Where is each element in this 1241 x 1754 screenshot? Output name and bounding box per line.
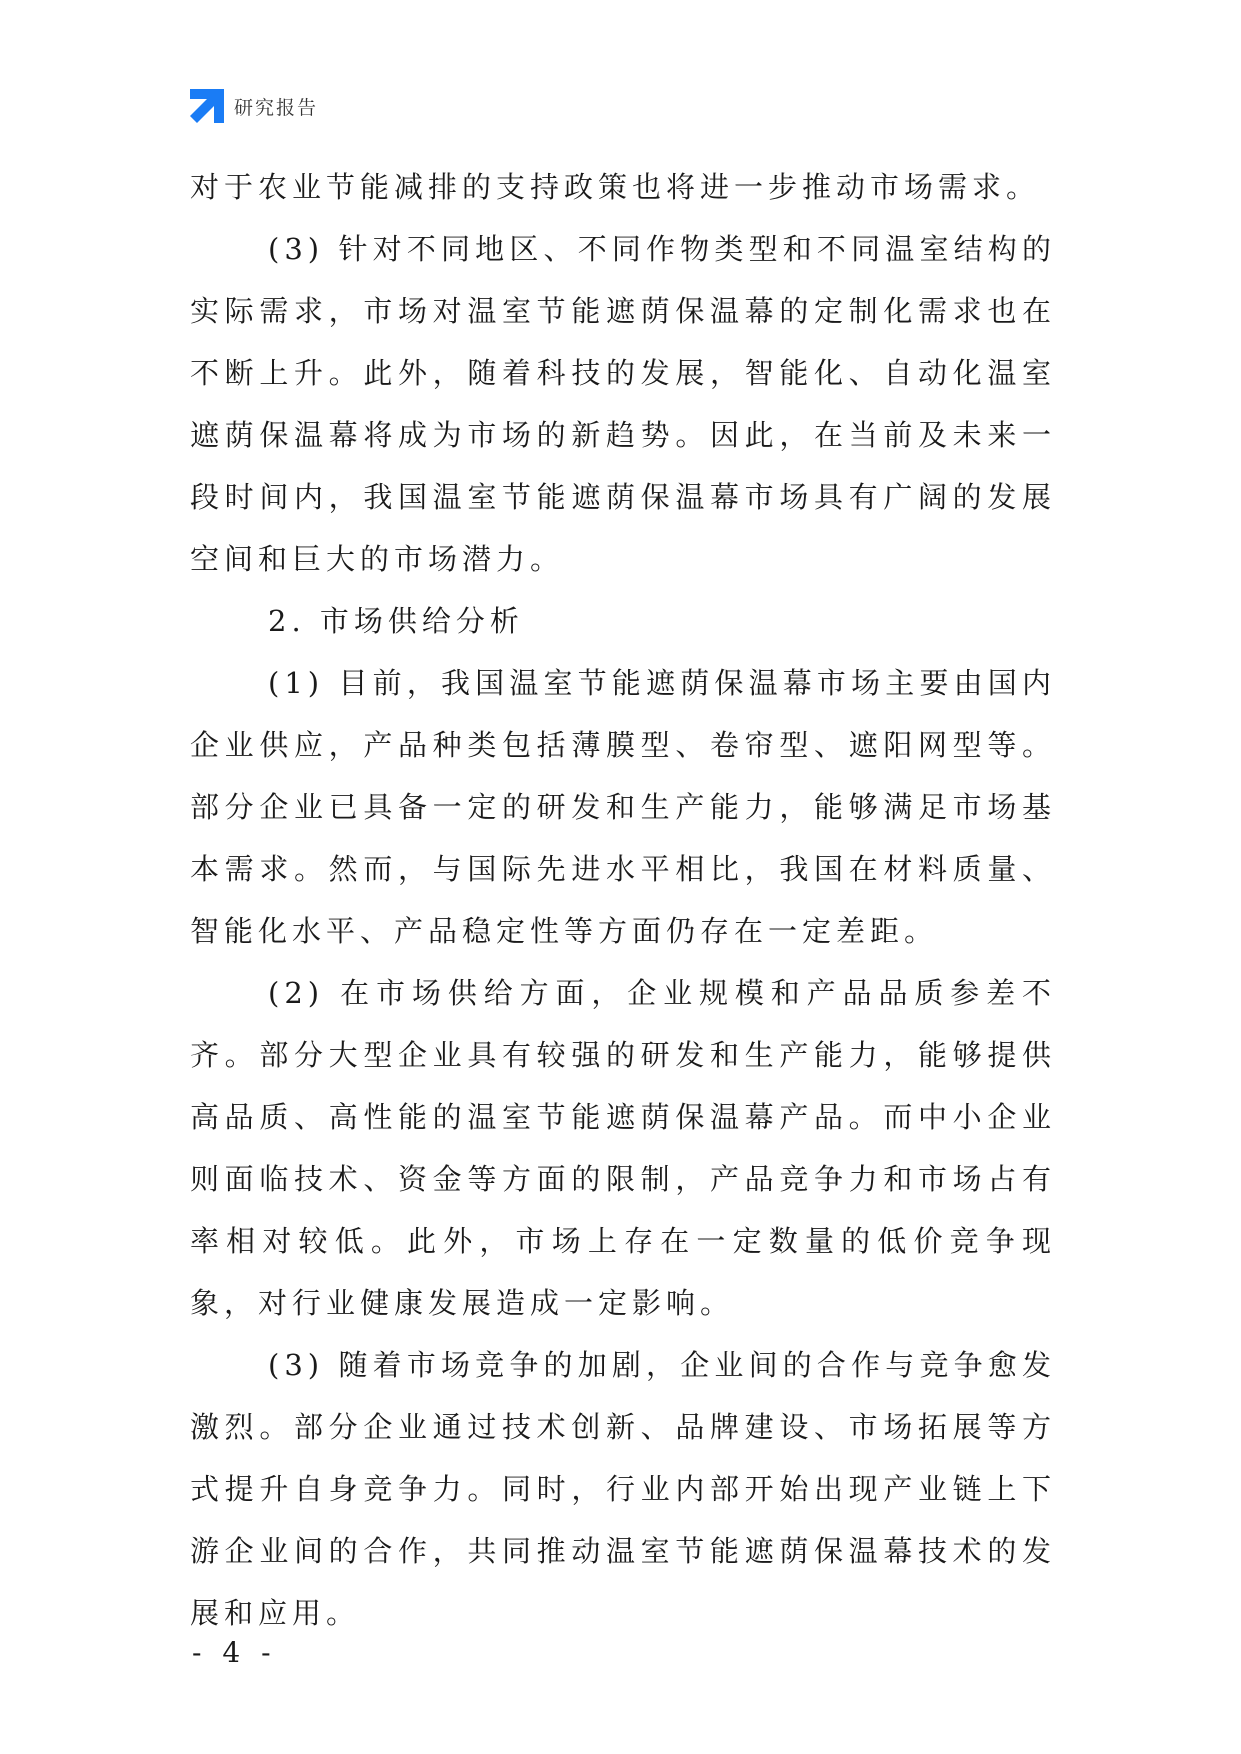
section-heading: 2. 市场供给分析 bbox=[268, 604, 524, 638]
document-body bbox=[190, 156, 1056, 1644]
header-title: 研究报告 bbox=[234, 96, 319, 119]
page-number: - 4 - bbox=[192, 1636, 277, 1669]
page-header bbox=[190, 88, 318, 124]
paragraph: (3) 随着市场竞争的加剧，企业间的合作与竞争愈发激烈。部分企业通过技术创新、品牌建设、市场拓展等方式提升自身竞争力。同时，行业内部开始出现产业链上下游企业间的合作，共同推动温室节能遮荫保温幕技术的发展和应用。 bbox=[190, 1348, 1056, 1630]
paragraph: 对于农业节能减排的支持政策也将进一步推动市场需求。 bbox=[190, 170, 1041, 204]
arrow-up-right-icon bbox=[190, 89, 224, 123]
paragraph: (3) 针对不同地区、不同作物类型和不同温室结构的实际需求，市场对温室节能遮荫保温幕的定制化需求也在不断上升。此外，随着科技的发展，智能化、自动化温室遮荫保温幕将成为市场的新趋势。因此，在当前及未来一段时间内，我国温室节能遮荫保温幕市场具有广阔的发展空间和巨大的市场潜力。 bbox=[190, 232, 1056, 576]
paragraph: (1) 目前，我国温室节能遮荫保温幕市场主要由国内企业供应，产品种类包括薄膜型、卷帘型、遮阳网型等。部分企业已具备一定的研发和生产能力，能够满足市场基本需求。然而，与国际先进水平相比，我国在材料质量、智能化水平、产品稳定性等方面仍存在一定差距。 bbox=[190, 666, 1056, 948]
paragraph: (2) 在市场供给方面，企业规模和产品品质参差不齐。部分大型企业具有较强的研发和生产能力，能够提供高品质、高性能的温室节能遮荫保温幕产品。而中小企业则面临技术、资金等方面的限制，产品竞争力和市场占有率相对较低。此外，市场上存在一定数量的低价竞争现象，对行业健康发展造成一定影响。 bbox=[190, 976, 1056, 1320]
